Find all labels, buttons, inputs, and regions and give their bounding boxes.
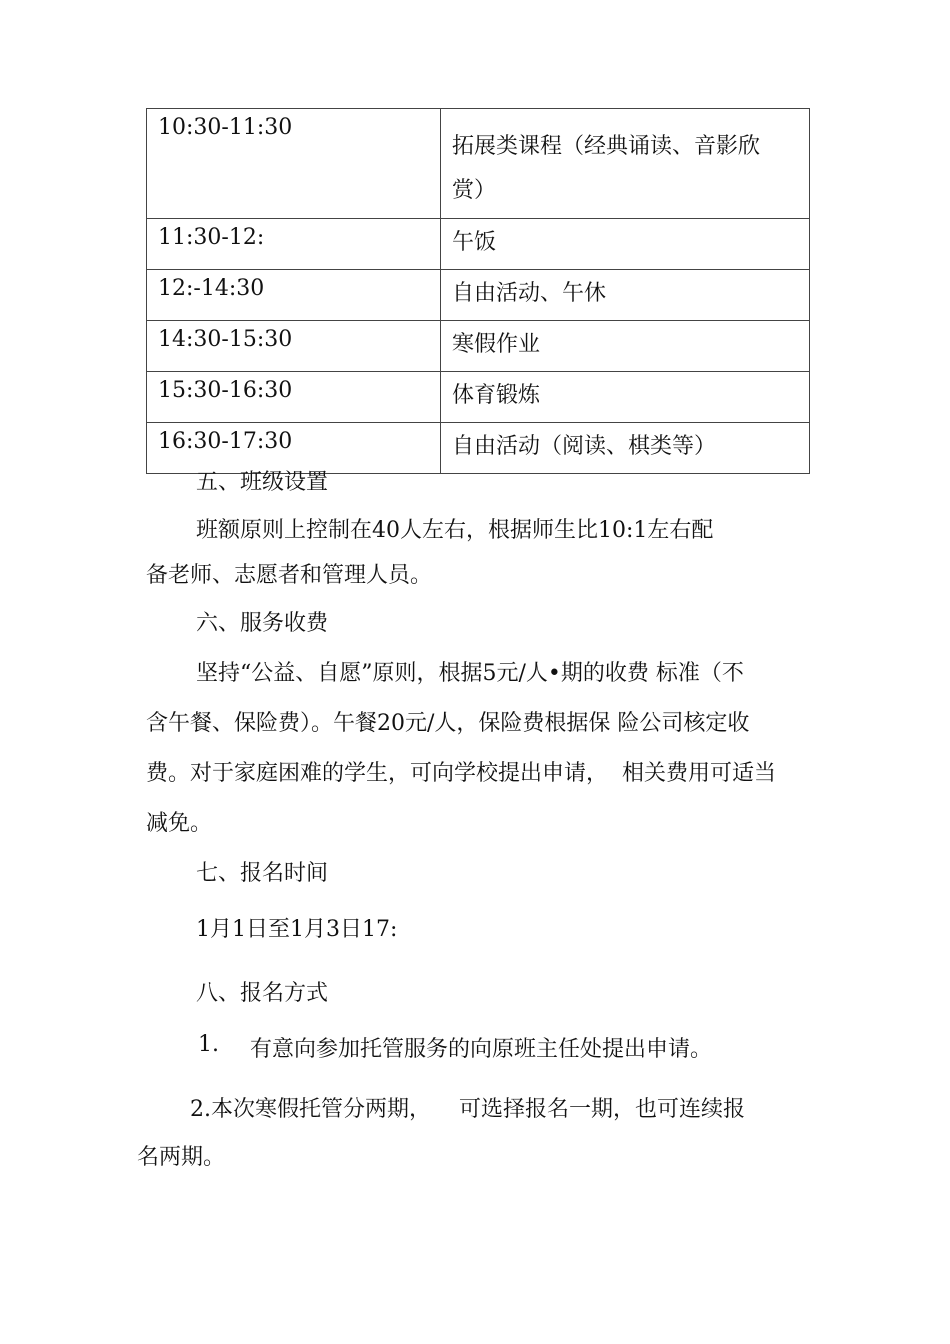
paragraph-line: 坚持“公益、自愿”原则，根据5元/人•期的收费 标准（不 (196, 661, 744, 686)
time-cell: 11:30-12: (147, 219, 441, 270)
section-heading-fees: 六、服务收费 (196, 611, 329, 636)
table-row (147, 219, 810, 270)
activity-cell: 自由活动（阅读、棋类等） (441, 423, 810, 474)
schedule-table (146, 108, 810, 474)
list-item-text: 名两期。 (137, 1145, 226, 1170)
table-row (147, 372, 810, 423)
list-item-text: 有意向参加托管服务的向原班主任处提出申请。 (250, 1037, 713, 1062)
registration-time-text: 1月1日至1月3日17: (196, 917, 398, 942)
paragraph-line: 费。对于家庭困难的学生，可向学校提出申请， 相关费用可适当 (146, 761, 776, 786)
paragraph-line: 含午餐、保险费）。午餐20元/人，保险费根据保 险公司核定收 (146, 711, 750, 736)
list-item-text: 2.本次寒假托管分两期， 可选择报名一期，也可连续报 (190, 1097, 745, 1122)
section-heading-registration-method: 八、报名方式 (196, 981, 329, 1006)
time-cell: 15:30-16:30 (147, 372, 441, 423)
time-cell: 14:30-15:30 (147, 321, 441, 372)
paragraph-line: 减免。 (146, 811, 213, 836)
section-heading-class-setup: 五、班级设置 (196, 470, 329, 495)
time-cell: 10:30-11:30 (147, 109, 441, 219)
activity-cell: 自由活动、午休 (441, 270, 810, 321)
activity-cell: 体育锻炼 (441, 372, 810, 423)
time-cell: 12:-14:30 (147, 270, 441, 321)
activity-cell: 寒假作业 (441, 321, 810, 372)
activity-cell: 午饭 (441, 219, 810, 270)
paragraph-line: 班额原则上控制在40人左右，根据师生比10:1左右配 (196, 518, 714, 543)
activity-cell: 拓展类课程（经典诵读、音影欣赏） (441, 109, 810, 219)
table-row (147, 109, 810, 219)
paragraph-line: 备老师、志愿者和管理人员。 (146, 563, 433, 588)
section-heading-registration-time: 七、报名时间 (196, 861, 329, 886)
table-row (147, 270, 810, 321)
list-item-number: 1. (198, 1032, 219, 1057)
table-row (147, 321, 810, 372)
time-cell: 16:30-17:30 (147, 423, 441, 474)
